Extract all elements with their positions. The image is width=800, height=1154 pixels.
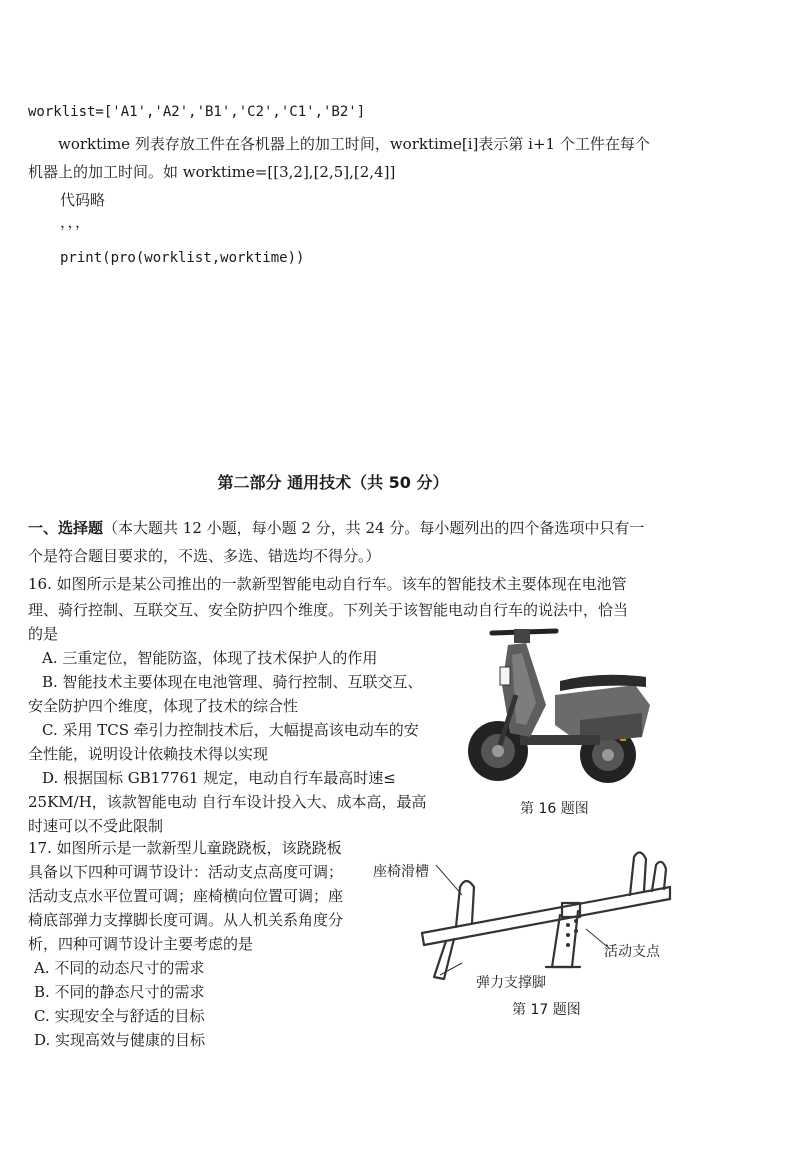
q16-figure-caption: 第 16 题图 <box>520 801 589 817</box>
label-elastic-foot: 弹力支撑脚 <box>476 975 546 991</box>
instructions-line2: 个是符合题目要求的，不选、多选、错选均不得分。） <box>28 547 381 565</box>
q16-option-d-line1: D. 根据国标 GB17761 规定，电动自行车最高时速≤ <box>42 769 396 787</box>
q16-option-c-line2: 全性能，说明设计依赖技术得以实现 <box>28 745 269 763</box>
q17-option-c: C. 实现安全与舒适的目标 <box>34 1007 205 1025</box>
q16-stem-line1: 16. 如图所示是某公司推出的一款新型智能电动自行车。该车的智能技术主要体现在电池管 <box>28 575 627 593</box>
q16-option-d-line3: 时速可以不受此限制 <box>28 817 164 835</box>
ebike-figure <box>460 625 660 795</box>
label-seat-slot: 座椅滑槽 <box>373 864 429 880</box>
q16-stem-line3: 的是 <box>28 625 59 643</box>
q17-stem-line5: 析，四种可调节设计主要考虑的是 <box>28 935 254 953</box>
q17-option-a: A. 不同的动态尺寸的需求 <box>34 959 205 977</box>
q16-option-c-line1: C. 采用 TCS 牵引力控制技术后，大幅提高该电动车的安 <box>42 721 419 739</box>
instructions-line1 <box>28 518 644 538</box>
code-quote-marks: ，，， <box>60 213 91 231</box>
q16-stem-line2: 理、骑行控制、互联交互、安全防护四个维度。下列关于该智能电动自行车的说法中，恰当 <box>28 601 629 619</box>
section-title: 第二部分 通用技术（共 50 分） <box>217 473 449 492</box>
q16-option-b-line2: 安全防护四个维度，体现了技术的综合性 <box>28 697 299 715</box>
code-omitted: 代码略 <box>60 191 106 209</box>
code-desc-line1: worktime 列表存放工件在各机器上的加工时间，worktime[i]表示第 i+1 个工件在每个 <box>58 135 650 153</box>
q17-stem-line4: 椅底部弹力支撑脚长度可调。从人机关系角度分 <box>28 911 344 929</box>
q16-option-d-line2: 25KM/H，该款智能电动 自行车设计投入大、成本高，最高 <box>28 793 427 811</box>
q17-figure-caption: 第 17 题图 <box>512 1002 581 1018</box>
q16-option-b-line1: B. 智能技术主要体现在电池管理、骑行控制、互联交互、 <box>42 673 423 691</box>
q17-option-d: D. 实现高效与健康的目标 <box>34 1031 206 1049</box>
q16-option-a: A. 三重定位，智能防盗，体现了技术保护人的作用 <box>42 649 378 667</box>
q17-stem-line2: 具备以下四种可调节设计：活动支点高度可调； <box>28 863 344 881</box>
code-line-worklist: worklist=['A1','A2','B1','C2','C1','B2'] <box>28 104 366 120</box>
instructions-text: （本大题共 12 小题，每小题 2 分，共 24 分。每小题列出的四个备选项中只有一 <box>103 519 645 537</box>
part-label: 一、选择题 <box>28 519 104 537</box>
q17-stem-line3: 活动支点水平位置可调；座椅横向位置可调；座 <box>28 887 344 905</box>
code-desc-line2: 机器上的加工时间。如 worktime=[[3,2],[2,5],[2,4]] <box>28 163 396 181</box>
q17-stem-line1: 17. 如图所示是一款新型儿童跷跷板，该跷跷板 <box>28 839 342 857</box>
q17-option-b: B. 不同的静态尺寸的需求 <box>34 983 205 1001</box>
code-print-line: print(pro(worklist,worktime)) <box>60 250 305 266</box>
label-movable-pivot: 活动支点 <box>604 944 660 960</box>
